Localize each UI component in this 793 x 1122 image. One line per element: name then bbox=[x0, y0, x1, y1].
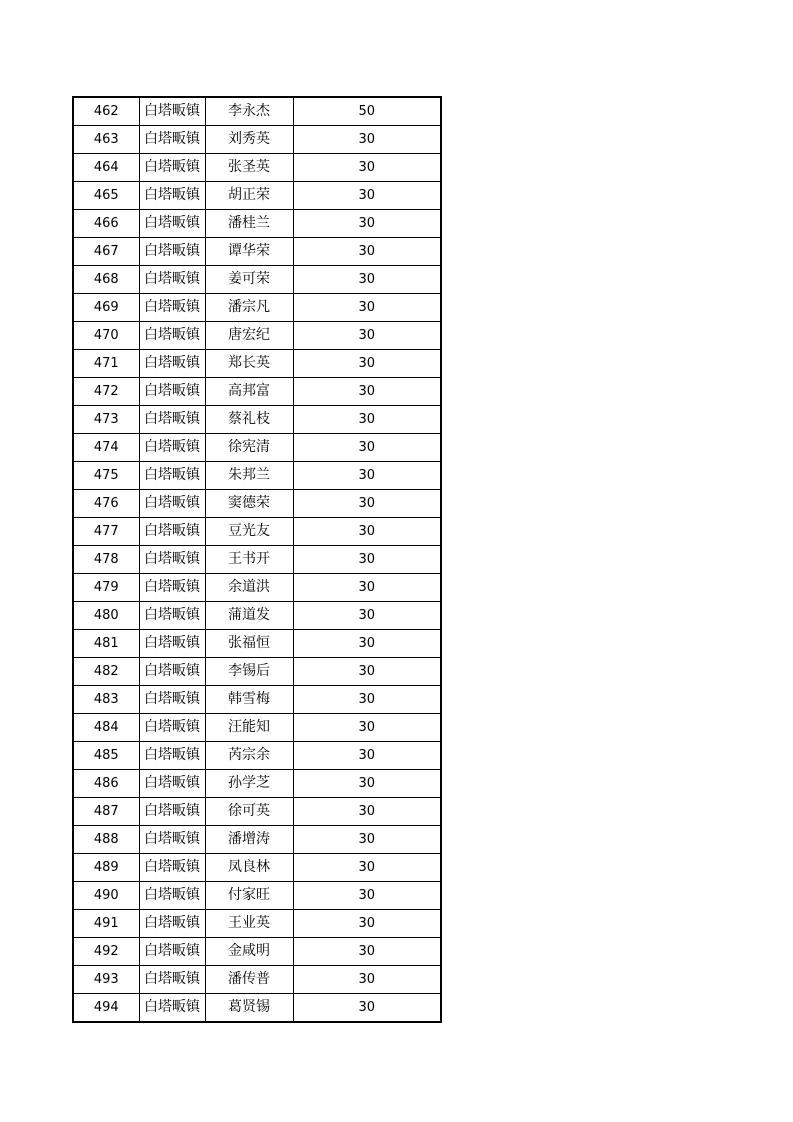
town-cell: 白塔畈镇 bbox=[139, 602, 205, 630]
person-name-cell: 余道洪 bbox=[205, 574, 293, 602]
person-name-cell: 潘增涛 bbox=[205, 826, 293, 854]
table-row bbox=[73, 322, 441, 350]
town-cell: 白塔畈镇 bbox=[139, 378, 205, 406]
amount-cell: 30 bbox=[293, 126, 441, 154]
table-row bbox=[73, 854, 441, 882]
amount-cell: 30 bbox=[293, 630, 441, 658]
row-number-cell: 491 bbox=[73, 910, 139, 938]
person-name-cell: 李锡后 bbox=[205, 658, 293, 686]
row-number-cell: 474 bbox=[73, 434, 139, 462]
amount-cell: 30 bbox=[293, 658, 441, 686]
table-row bbox=[73, 994, 441, 1023]
person-name-cell: 韩雪梅 bbox=[205, 686, 293, 714]
row-number-cell: 476 bbox=[73, 490, 139, 518]
amount-cell: 30 bbox=[293, 938, 441, 966]
row-number-cell: 463 bbox=[73, 126, 139, 154]
amount-cell: 30 bbox=[293, 994, 441, 1023]
data-table bbox=[72, 96, 442, 1023]
amount-cell: 30 bbox=[293, 882, 441, 910]
row-number-cell: 469 bbox=[73, 294, 139, 322]
table-row bbox=[73, 630, 441, 658]
table-row bbox=[73, 518, 441, 546]
person-name-cell: 汪能知 bbox=[205, 714, 293, 742]
table-body bbox=[73, 97, 441, 1022]
row-number-cell: 470 bbox=[73, 322, 139, 350]
person-name-cell: 刘秀英 bbox=[205, 126, 293, 154]
row-number-cell: 481 bbox=[73, 630, 139, 658]
row-number-cell: 494 bbox=[73, 994, 139, 1023]
town-cell: 白塔畈镇 bbox=[139, 97, 205, 126]
person-name-cell: 孙学芝 bbox=[205, 770, 293, 798]
town-cell: 白塔畈镇 bbox=[139, 266, 205, 294]
person-name-cell: 张福恒 bbox=[205, 630, 293, 658]
town-cell: 白塔畈镇 bbox=[139, 518, 205, 546]
row-number-cell: 462 bbox=[73, 97, 139, 126]
amount-cell: 30 bbox=[293, 574, 441, 602]
person-name-cell: 唐宏纪 bbox=[205, 322, 293, 350]
town-cell: 白塔畈镇 bbox=[139, 546, 205, 574]
table-row bbox=[73, 182, 441, 210]
person-name-cell: 蔡礼枝 bbox=[205, 406, 293, 434]
row-number-cell: 484 bbox=[73, 714, 139, 742]
amount-cell: 30 bbox=[293, 294, 441, 322]
town-cell: 白塔畈镇 bbox=[139, 854, 205, 882]
table-row bbox=[73, 294, 441, 322]
table-row bbox=[73, 266, 441, 294]
town-cell: 白塔畈镇 bbox=[139, 490, 205, 518]
table-row bbox=[73, 210, 441, 238]
town-cell: 白塔畈镇 bbox=[139, 882, 205, 910]
row-number-cell: 468 bbox=[73, 266, 139, 294]
table-row bbox=[73, 546, 441, 574]
town-cell: 白塔畈镇 bbox=[139, 938, 205, 966]
row-number-cell: 466 bbox=[73, 210, 139, 238]
row-number-cell: 488 bbox=[73, 826, 139, 854]
row-number-cell: 477 bbox=[73, 518, 139, 546]
town-cell: 白塔畈镇 bbox=[139, 434, 205, 462]
table-row bbox=[73, 462, 441, 490]
row-number-cell: 467 bbox=[73, 238, 139, 266]
town-cell: 白塔畈镇 bbox=[139, 574, 205, 602]
amount-cell: 30 bbox=[293, 322, 441, 350]
row-number-cell: 471 bbox=[73, 350, 139, 378]
row-number-cell: 478 bbox=[73, 546, 139, 574]
amount-cell: 30 bbox=[293, 378, 441, 406]
row-number-cell: 490 bbox=[73, 882, 139, 910]
amount-cell: 30 bbox=[293, 518, 441, 546]
town-cell: 白塔畈镇 bbox=[139, 966, 205, 994]
amount-cell: 30 bbox=[293, 910, 441, 938]
amount-cell: 30 bbox=[293, 182, 441, 210]
amount-cell: 30 bbox=[293, 966, 441, 994]
person-name-cell: 王业英 bbox=[205, 910, 293, 938]
table-row bbox=[73, 826, 441, 854]
amount-cell: 30 bbox=[293, 742, 441, 770]
town-cell: 白塔畈镇 bbox=[139, 462, 205, 490]
table-row bbox=[73, 434, 441, 462]
row-number-cell: 492 bbox=[73, 938, 139, 966]
person-name-cell: 高邦富 bbox=[205, 378, 293, 406]
amount-cell: 30 bbox=[293, 406, 441, 434]
town-cell: 白塔畈镇 bbox=[139, 742, 205, 770]
amount-cell: 30 bbox=[293, 210, 441, 238]
table-row bbox=[73, 574, 441, 602]
person-name-cell: 郑长英 bbox=[205, 350, 293, 378]
amount-cell: 30 bbox=[293, 434, 441, 462]
row-number-cell: 473 bbox=[73, 406, 139, 434]
table-row bbox=[73, 966, 441, 994]
amount-cell: 30 bbox=[293, 238, 441, 266]
person-name-cell: 李永杰 bbox=[205, 97, 293, 126]
table-row bbox=[73, 714, 441, 742]
town-cell: 白塔畈镇 bbox=[139, 238, 205, 266]
town-cell: 白塔畈镇 bbox=[139, 350, 205, 378]
person-name-cell: 潘传普 bbox=[205, 966, 293, 994]
person-name-cell: 张圣英 bbox=[205, 154, 293, 182]
table-row bbox=[73, 406, 441, 434]
amount-cell: 30 bbox=[293, 266, 441, 294]
person-name-cell: 朱邦兰 bbox=[205, 462, 293, 490]
table-row bbox=[73, 882, 441, 910]
row-number-cell: 485 bbox=[73, 742, 139, 770]
row-number-cell: 465 bbox=[73, 182, 139, 210]
person-name-cell: 谭华荣 bbox=[205, 238, 293, 266]
table-row bbox=[73, 238, 441, 266]
person-name-cell: 葛贤锡 bbox=[205, 994, 293, 1023]
town-cell: 白塔畈镇 bbox=[139, 714, 205, 742]
amount-cell: 30 bbox=[293, 546, 441, 574]
amount-cell: 30 bbox=[293, 490, 441, 518]
amount-cell: 30 bbox=[293, 714, 441, 742]
town-cell: 白塔畈镇 bbox=[139, 658, 205, 686]
town-cell: 白塔畈镇 bbox=[139, 686, 205, 714]
town-cell: 白塔畈镇 bbox=[139, 406, 205, 434]
person-name-cell: 潘桂兰 bbox=[205, 210, 293, 238]
town-cell: 白塔畈镇 bbox=[139, 994, 205, 1023]
town-cell: 白塔畈镇 bbox=[139, 126, 205, 154]
amount-cell: 30 bbox=[293, 770, 441, 798]
person-name-cell: 芮宗余 bbox=[205, 742, 293, 770]
town-cell: 白塔畈镇 bbox=[139, 910, 205, 938]
row-number-cell: 486 bbox=[73, 770, 139, 798]
amount-cell: 30 bbox=[293, 462, 441, 490]
town-cell: 白塔畈镇 bbox=[139, 154, 205, 182]
amount-cell: 30 bbox=[293, 686, 441, 714]
amount-cell: 30 bbox=[293, 826, 441, 854]
row-number-cell: 464 bbox=[73, 154, 139, 182]
table-row bbox=[73, 798, 441, 826]
amount-cell: 30 bbox=[293, 154, 441, 182]
town-cell: 白塔畈镇 bbox=[139, 826, 205, 854]
person-name-cell: 蒲道发 bbox=[205, 602, 293, 630]
table-row bbox=[73, 350, 441, 378]
row-number-cell: 482 bbox=[73, 658, 139, 686]
person-name-cell: 潘宗凡 bbox=[205, 294, 293, 322]
town-cell: 白塔畈镇 bbox=[139, 322, 205, 350]
town-cell: 白塔畈镇 bbox=[139, 182, 205, 210]
table-row bbox=[73, 490, 441, 518]
table-row bbox=[73, 97, 441, 126]
table-row bbox=[73, 910, 441, 938]
town-cell: 白塔畈镇 bbox=[139, 210, 205, 238]
person-name-cell: 徐宪清 bbox=[205, 434, 293, 462]
row-number-cell: 483 bbox=[73, 686, 139, 714]
table-row bbox=[73, 686, 441, 714]
row-number-cell: 493 bbox=[73, 966, 139, 994]
table-row bbox=[73, 770, 441, 798]
table-row bbox=[73, 938, 441, 966]
person-name-cell: 徐可英 bbox=[205, 798, 293, 826]
person-name-cell: 窦德荣 bbox=[205, 490, 293, 518]
person-name-cell: 王书开 bbox=[205, 546, 293, 574]
amount-cell: 30 bbox=[293, 602, 441, 630]
person-name-cell: 金咸明 bbox=[205, 938, 293, 966]
table-row bbox=[73, 154, 441, 182]
person-name-cell: 凤良林 bbox=[205, 854, 293, 882]
row-number-cell: 472 bbox=[73, 378, 139, 406]
row-number-cell: 475 bbox=[73, 462, 139, 490]
row-number-cell: 487 bbox=[73, 798, 139, 826]
person-name-cell: 姜可荣 bbox=[205, 266, 293, 294]
person-name-cell: 付家旺 bbox=[205, 882, 293, 910]
person-name-cell: 胡正荣 bbox=[205, 182, 293, 210]
town-cell: 白塔畈镇 bbox=[139, 630, 205, 658]
row-number-cell: 489 bbox=[73, 854, 139, 882]
table-row bbox=[73, 742, 441, 770]
table-row bbox=[73, 658, 441, 686]
amount-cell: 30 bbox=[293, 798, 441, 826]
table-row bbox=[73, 602, 441, 630]
table-row bbox=[73, 378, 441, 406]
town-cell: 白塔畈镇 bbox=[139, 294, 205, 322]
amount-cell: 30 bbox=[293, 854, 441, 882]
amount-cell: 30 bbox=[293, 350, 441, 378]
person-name-cell: 豆光友 bbox=[205, 518, 293, 546]
table-row bbox=[73, 126, 441, 154]
town-cell: 白塔畈镇 bbox=[139, 798, 205, 826]
amount-cell: 50 bbox=[293, 97, 441, 126]
row-number-cell: 479 bbox=[73, 574, 139, 602]
row-number-cell: 480 bbox=[73, 602, 139, 630]
town-cell: 白塔畈镇 bbox=[139, 770, 205, 798]
